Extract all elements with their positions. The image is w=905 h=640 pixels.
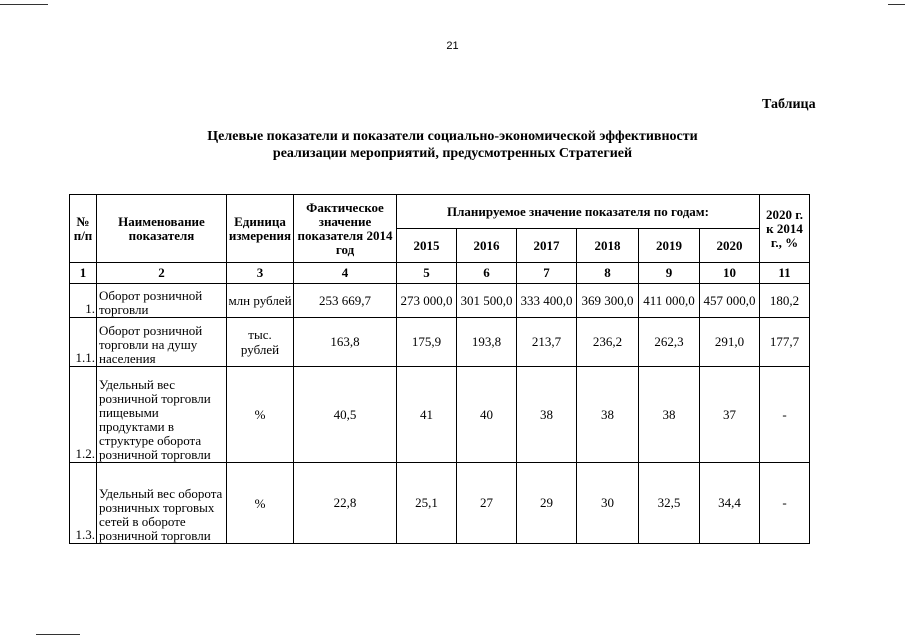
header-year: 2020: [700, 229, 760, 263]
planned-value: 38: [577, 367, 639, 463]
planned-value: 457 000,0: [700, 284, 760, 318]
indicator-unit: %: [227, 367, 294, 463]
fact-value: 40,5: [294, 367, 397, 463]
planned-value: 411 000,0: [639, 284, 700, 318]
column-number: 9: [639, 263, 700, 284]
planned-value: 30: [577, 463, 639, 544]
planned-value: 213,7: [517, 318, 577, 367]
planned-value: 291,0: [700, 318, 760, 367]
column-number: 10: [700, 263, 760, 284]
header-ratio: 2020 г. к 2014 г., %: [760, 195, 810, 263]
ratio-value: -: [760, 463, 810, 544]
ratio-value: 180,2: [760, 284, 810, 318]
fact-value: 163,8: [294, 318, 397, 367]
ratio-value: -: [760, 367, 810, 463]
planned-value: 41: [397, 367, 457, 463]
row-number: 1.3.: [70, 463, 97, 544]
header-year: 2017: [517, 229, 577, 263]
column-number: 5: [397, 263, 457, 284]
planned-value: 38: [517, 367, 577, 463]
header-year: 2015: [397, 229, 457, 263]
column-number: 11: [760, 263, 810, 284]
row-number: 1.: [70, 284, 97, 318]
fact-value: 22,8: [294, 463, 397, 544]
column-number: 7: [517, 263, 577, 284]
column-number: 6: [457, 263, 517, 284]
page-number: 21: [446, 40, 459, 52]
table-row: [70, 367, 810, 463]
planned-value: 25,1: [397, 463, 457, 544]
table-row: [70, 284, 810, 318]
row-number: 1.2.: [70, 367, 97, 463]
planned-value: 273 000,0: [397, 284, 457, 318]
header-year: 2018: [577, 229, 639, 263]
planned-value: 175,9: [397, 318, 457, 367]
planned-value: 301 500,0: [457, 284, 517, 318]
planned-value: 333 400,0: [517, 284, 577, 318]
planned-value: 236,2: [577, 318, 639, 367]
planned-value: 38: [639, 367, 700, 463]
header-planned: Планируемое значение показателя по годам:: [397, 195, 760, 229]
document-title: [0, 128, 905, 162]
table-row: [70, 318, 810, 367]
indicator-unit: млн рублей: [227, 284, 294, 318]
indicator-unit: тыс. рублей: [227, 318, 294, 367]
indicator-name: Оборот розничной торговли: [97, 284, 227, 318]
column-number: 2: [97, 263, 227, 284]
planned-value: 262,3: [639, 318, 700, 367]
header-no: № п/п: [70, 195, 97, 263]
column-number: 4: [294, 263, 397, 284]
fact-value: 253 669,7: [294, 284, 397, 318]
header-fact: Фактическое значение показателя 2014 год: [294, 195, 397, 263]
table-row: [70, 463, 810, 544]
header-unit: Единица измерения: [227, 195, 294, 263]
column-number: 3: [227, 263, 294, 284]
indicator-name: Удельный вес оборота розничных торговых сетей в обороте розничной торговли: [97, 463, 227, 544]
planned-value: 32,5: [639, 463, 700, 544]
planned-value: 34,4: [700, 463, 760, 544]
column-number-row: [70, 263, 810, 284]
scan-edge-top-right: [888, 4, 905, 5]
header-row-1: [70, 195, 810, 229]
planned-value: 369 300,0: [577, 284, 639, 318]
indicator-unit: %: [227, 463, 294, 544]
column-number: 8: [577, 263, 639, 284]
header-year: 2019: [639, 229, 700, 263]
header-name: Наименование показателя: [97, 195, 227, 263]
planned-value: 27: [457, 463, 517, 544]
planned-value: 193,8: [457, 318, 517, 367]
scan-edge-bottom-left: [36, 634, 80, 635]
column-number: 1: [70, 263, 97, 284]
header-year: 2016: [457, 229, 517, 263]
planned-value: 29: [517, 463, 577, 544]
indicator-name: Оборот розничной торговли на душу населения: [97, 318, 227, 367]
title-line-2: реализации мероприятий, предусмотренных Стратегией: [272, 146, 633, 161]
row-number: 1.1.: [70, 318, 97, 367]
planned-value: 37: [700, 367, 760, 463]
ratio-value: 177,7: [760, 318, 810, 367]
indicators-table: [69, 194, 810, 544]
title-line-1: Целевые показатели и показатели социально-экономической эффективности: [207, 129, 698, 144]
scan-edge-top-left: [0, 4, 48, 5]
indicator-name: Удельный вес розничной торговли пищевыми продуктами в структуре оборота розничной торговли: [97, 367, 227, 463]
planned-value: 40: [457, 367, 517, 463]
table-label: Таблица: [762, 97, 816, 112]
